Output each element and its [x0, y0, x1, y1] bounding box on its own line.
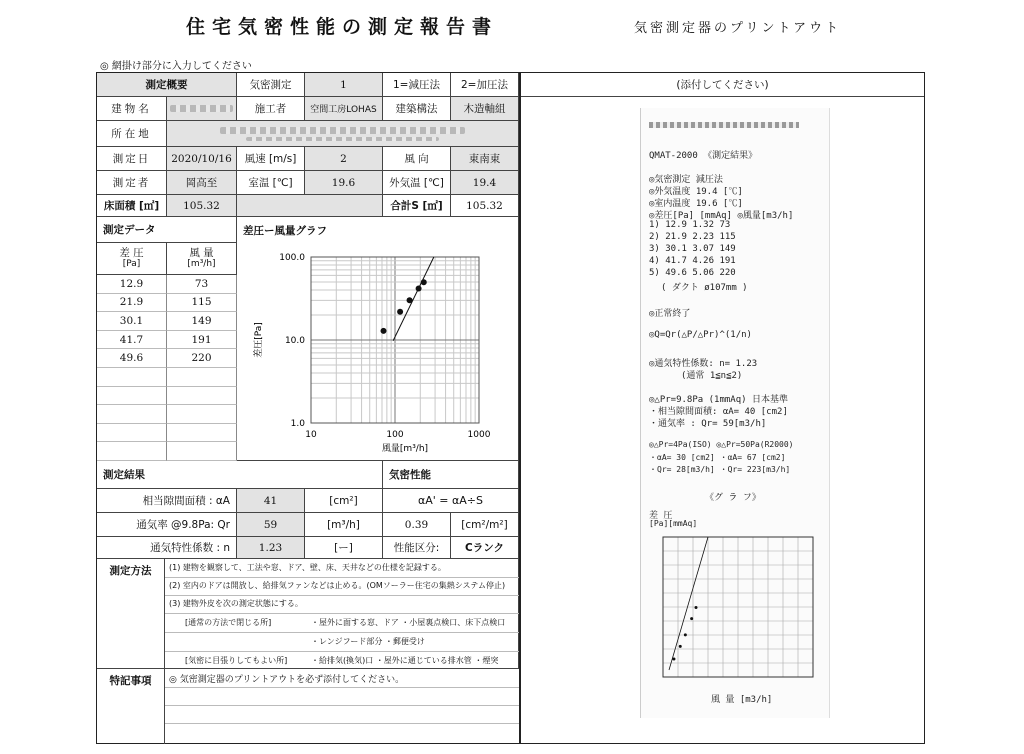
pressure-cell[interactable]: 21.9 — [97, 294, 167, 313]
tape-label: [気密に目張りしてもよい所] — [185, 656, 288, 665]
floor-area-label: 床面積 [㎡] — [97, 195, 167, 217]
area-value[interactable]: 41 — [237, 489, 305, 513]
remarks-body — [165, 669, 519, 744]
pressure-cell[interactable] — [97, 387, 167, 406]
report-title: 住宅気密性能の測定報告書 — [186, 16, 499, 38]
graph-area — [237, 243, 519, 461]
printout-line-16: ・相当隙間面積: αA= 40 [cm2] — [649, 407, 788, 417]
printout-line-5: 1) 12.9 1.32 73 — [649, 220, 731, 230]
redacted-text — [246, 137, 439, 141]
y-tick-label: 10.0 — [284, 336, 305, 346]
printout-line-11: ◎正常終了 — [649, 309, 691, 319]
construction-label: 建築構法 — [383, 97, 451, 121]
builder-label: 施工者 — [237, 97, 305, 121]
pressure-cell[interactable] — [97, 442, 167, 461]
out-temp-value[interactable]: 19.4 — [451, 171, 519, 195]
printout-line-20: ・Qr= 28[m3/h] ・Qr= 223[m3/h] — [649, 465, 791, 474]
printout-mini-graph — [659, 533, 819, 685]
printout-line-21: 《グ ラ フ》 — [705, 493, 761, 503]
data-section-label: 測定データ — [97, 217, 237, 243]
area-unit: [cm²] — [305, 489, 383, 513]
printout-line-15: ◎△Pr=9.8Pa (1mmAq) 日本基準 — [649, 395, 788, 405]
tape-items: ・給排気(換気)口 ・屋外に通じている排水管 ・煙突 — [311, 656, 499, 665]
flow-col-title: 風 量 — [189, 246, 214, 259]
page-divider — [519, 72, 521, 744]
printout-line-9: 5) 49.6 5.06 220 — [649, 268, 736, 278]
wind-dir-label: 風 向 — [383, 147, 451, 171]
pressure-col-header — [97, 243, 167, 275]
summary-section-label: 測定概要 — [97, 73, 237, 97]
area-label: 相当隙間面積 : αA — [97, 489, 237, 513]
n-unit: [ー] — [305, 537, 383, 559]
blank-cell — [237, 195, 383, 217]
method-body — [165, 559, 519, 669]
rule — [165, 577, 519, 578]
building-name-label: 建物名 — [97, 97, 167, 121]
closed-label: [通常の方法で閉じる所] — [185, 618, 272, 627]
measurer-label: 測定者 — [97, 171, 167, 195]
airtight-value[interactable]: 1 — [305, 73, 383, 97]
flow-cell[interactable]: 115 — [167, 294, 237, 313]
printout-line-3: ◎室内温度 19.6 [℃] — [649, 199, 743, 209]
flow-cell[interactable] — [167, 368, 237, 387]
room-temp-label: 室温 [℃] — [237, 171, 305, 195]
x-tick-label: 1000 — [467, 430, 491, 440]
printout-line-1: ◎気密測定 減圧法 — [649, 175, 723, 185]
graph-section-label: 差圧ー風量グラフ — [237, 217, 519, 243]
printout-line-10: ( ダクト ø107mm ) — [661, 283, 748, 293]
flow-cell[interactable] — [167, 442, 237, 461]
flow-value[interactable]: 59 — [237, 513, 305, 537]
method-item-2: (2) 室内のドアは開放し、給排気ファンなどは止める。(OMソーラー住宅の集熱システム停止) — [169, 581, 506, 590]
formula: αA' = αA÷S — [383, 489, 519, 513]
pressure-cell[interactable]: 49.6 — [97, 349, 167, 368]
address-value[interactable] — [167, 121, 519, 147]
printout-line-14: (通常 1≦n≦2) — [681, 371, 743, 381]
pressure-cell[interactable] — [97, 424, 167, 443]
pressure-flow-chart — [237, 243, 519, 461]
printout-line-24: 風 量 [m3/h] — [711, 695, 773, 705]
rule — [165, 595, 519, 596]
room-temp-value[interactable]: 19.6 — [305, 171, 383, 195]
out-temp-label: 外気温 [℃] — [383, 171, 451, 195]
mini-point — [684, 633, 687, 636]
flow-cell[interactable]: 220 — [167, 349, 237, 368]
printout-line-8: 4) 41.7 4.26 191 — [649, 256, 736, 266]
measurer-value[interactable]: 岡高至 — [167, 171, 237, 195]
method-item-3: (3) 建物外皮を次の測定状態にする。 — [169, 599, 303, 608]
data-point — [397, 309, 403, 315]
date-value[interactable]: 2020/10/16 — [167, 147, 237, 171]
rule — [165, 705, 519, 706]
total-s-value: 105.32 — [451, 195, 519, 217]
flow-cell[interactable] — [167, 387, 237, 406]
wind-speed-value[interactable]: 2 — [305, 147, 383, 171]
flow-cell[interactable]: 73 — [167, 275, 237, 294]
results-label: 測定結果 — [97, 461, 383, 489]
data-point — [421, 279, 427, 285]
n-value[interactable]: 1.23 — [237, 537, 305, 559]
wind-dir-value[interactable]: 東南東 — [451, 147, 519, 171]
mini-point — [690, 617, 693, 620]
x-axis-label: 風量[m³/h] — [381, 444, 429, 454]
y-tick-label: 1.0 — [290, 419, 305, 429]
address-label: 所在地 — [97, 121, 167, 147]
flow-label: 通気率 @9.8Pa: Qr — [97, 513, 237, 537]
remarks-text: ◎ 気密測定器のプリントアウトを必ず添付してください。 — [169, 675, 405, 685]
printout-line-2: ◎外気温度 19.4 [℃] — [649, 187, 743, 197]
class-label: 性能区分: — [383, 537, 451, 559]
data-point — [381, 328, 387, 334]
input-note: ◎ 網掛け部分に入力してください — [100, 61, 252, 72]
pressure-cell[interactable]: 12.9 — [97, 275, 167, 294]
wind-speed-label: 風速 [m/s] — [237, 147, 305, 171]
x-tick-label: 10 — [305, 430, 317, 440]
rule — [165, 613, 519, 614]
ratio-value: 0.39 — [383, 513, 451, 537]
option-2: 2=加圧法 — [451, 73, 519, 97]
date-label: 測定日 — [97, 147, 167, 171]
pressure-cell[interactable]: 30.1 — [97, 312, 167, 331]
n-label: 通気特性係数 : n — [97, 537, 237, 559]
flow-cell[interactable]: 191 — [167, 331, 237, 350]
flow-col-header — [167, 243, 237, 275]
pressure-col-title: 差 圧 — [119, 246, 144, 259]
pressure-col-unit: [Pa] — [122, 259, 141, 270]
faded-header — [649, 122, 799, 128]
ratio-unit: [cm²/m²] — [451, 513, 519, 537]
printout-line-7: 3) 30.1 3.07 149 — [649, 244, 736, 254]
remarks-label: 特記事項 — [97, 669, 165, 744]
printout-mini-chart — [659, 533, 819, 688]
construction-value[interactable]: 木造軸組 — [451, 97, 519, 121]
flow-cell[interactable] — [167, 405, 237, 424]
printout-line-18: ◎△Pr=4Pa(ISO) ◎△Pr=50Pa(R2000) — [649, 440, 794, 449]
building-name-value[interactable] — [167, 97, 237, 121]
pressure-cell[interactable] — [97, 368, 167, 387]
printout-line-12: ◎Q=Qr(△P/△Pr)^(1/n) — [649, 330, 752, 340]
method-label: 測定方法 — [97, 559, 165, 669]
rule — [165, 723, 519, 724]
mini-fit-line — [669, 537, 708, 670]
printout-title: 気密測定器のプリントアウト — [634, 21, 842, 36]
data-point — [407, 297, 413, 303]
rule — [165, 632, 519, 633]
pressure-cell[interactable]: 41.7 — [97, 331, 167, 350]
data-point — [416, 286, 422, 292]
option-1: 1=減圧法 — [383, 73, 451, 97]
class-value: Cランク — [451, 537, 519, 559]
printout-line-22: 差 圧 — [649, 511, 673, 521]
builder-value[interactable]: 空間工房LOHAS — [305, 97, 383, 121]
flow-cell[interactable]: 149 — [167, 312, 237, 331]
mini-point — [679, 645, 682, 648]
printout-line-4: ◎差圧[Pa] [mmAq] ◎風量[m3/h] — [649, 211, 794, 221]
printout-line-23: [Pa][mmAq] — [649, 519, 698, 528]
printout-line-0: QMAT-2000 《測定結果》 — [649, 151, 758, 161]
attach-label: (添付してください) — [521, 73, 924, 97]
redacted-text — [220, 127, 466, 134]
rule — [165, 651, 519, 652]
y-axis-label: 差圧[Pa] — [254, 322, 264, 358]
printout-line-19: ・αA= 30 [cm2] ・αA= 67 [cm2] — [649, 453, 786, 462]
flow-unit: [m³/h] — [305, 513, 383, 537]
printout-line-6: 2) 21.9 2.23 115 — [649, 232, 736, 242]
method-item-1: (1) 建物を観察して、工法や窓、ドア、壁、床、天井などの仕様を記録する。 — [169, 563, 446, 572]
closed-items-2: ・レンジフード部分 ・郵便受け — [311, 637, 425, 646]
redacted-text — [170, 105, 232, 112]
x-tick-label: 100 — [386, 430, 404, 440]
closed-items-1: ・屋外に面する窓、ドア ・小屋裏点検口、床下点検口 — [311, 618, 506, 627]
printout-line-17: ・通気率 : Qr= 59[m3/h] — [649, 419, 767, 429]
printout-line-13: ◎通気特性係数: n= 1.23 — [649, 359, 758, 369]
airtight-label: 気密測定 — [237, 73, 305, 97]
total-s-label: 合計S [㎡] — [383, 195, 451, 217]
performance-label: 気密性能 — [383, 461, 519, 489]
printout-receipt — [640, 108, 830, 718]
floor-area-value[interactable]: 105.32 — [167, 195, 237, 217]
pressure-cell[interactable] — [97, 405, 167, 424]
flow-cell[interactable] — [167, 424, 237, 443]
y-tick-label: 100.0 — [279, 253, 305, 263]
rule — [165, 687, 519, 688]
flow-col-unit: [m³/h] — [187, 259, 216, 270]
mini-point — [695, 606, 698, 609]
